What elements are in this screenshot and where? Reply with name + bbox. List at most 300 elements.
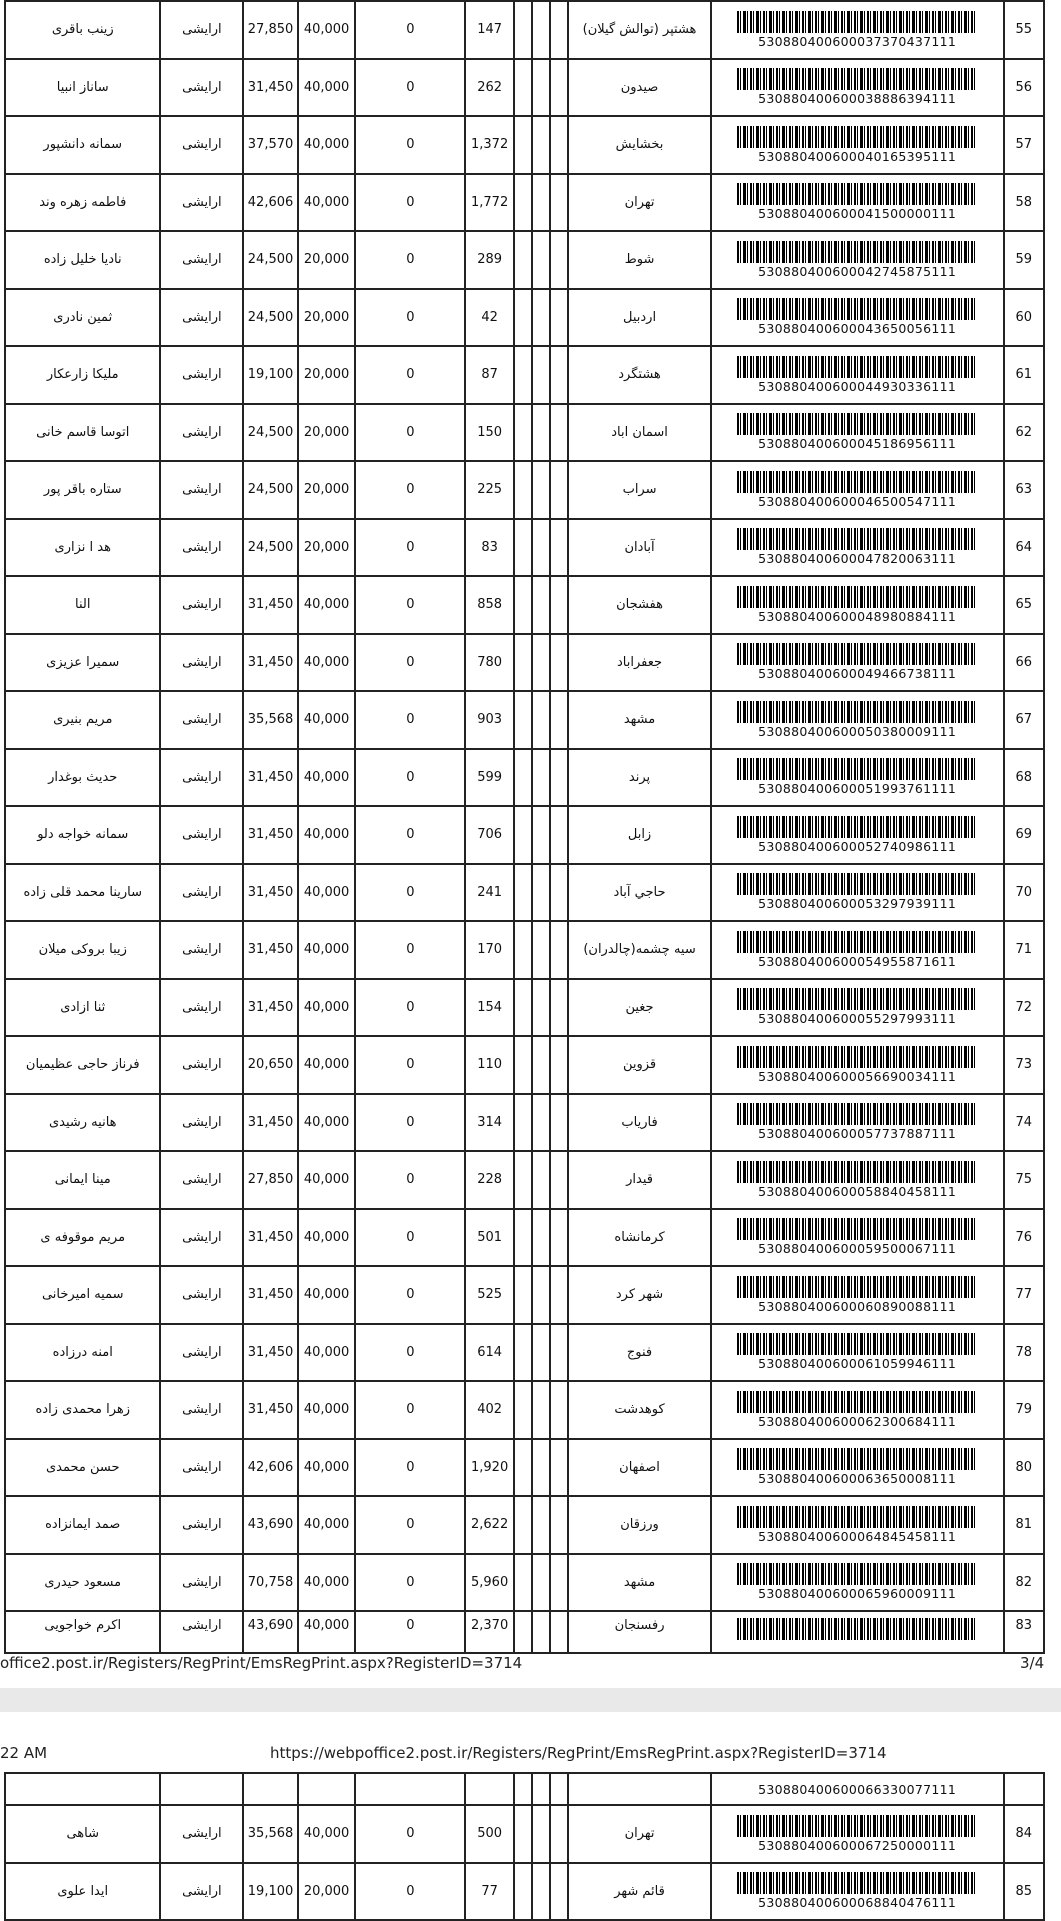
barcode-number: 530880400600061059946111 xyxy=(758,1356,957,1372)
row-number: 61 xyxy=(1004,346,1044,404)
empty-col-a xyxy=(514,634,532,692)
weight: 1,920 xyxy=(465,1439,513,1497)
recipient-name: اتوسا قاسم خانی xyxy=(5,404,160,462)
destination-city: کوهدشت xyxy=(568,1381,710,1439)
amount-cod: 0 xyxy=(355,1611,465,1653)
amount-insurance: 40,000 xyxy=(298,1324,356,1382)
destination-city: فاریاب xyxy=(568,1094,710,1152)
empty-col-a xyxy=(514,979,532,1037)
empty-col-c xyxy=(550,1266,568,1324)
barcode-number: 530880400600051993761111 xyxy=(758,781,957,797)
table-row xyxy=(5,1805,1044,1863)
amount-total: 20,650 xyxy=(243,1036,298,1094)
amount-cod: 0 xyxy=(355,404,465,462)
table-row xyxy=(5,979,1044,1037)
row-number: 74 xyxy=(1004,1094,1044,1152)
row-number: 81 xyxy=(1004,1496,1044,1554)
barcode-graphic xyxy=(737,298,977,320)
destination-city: مشهد xyxy=(568,691,710,749)
empty-col-b xyxy=(532,576,550,634)
empty-col-c xyxy=(550,749,568,807)
empty-col-a xyxy=(514,1805,532,1863)
amount-insurance: 20,000 xyxy=(298,346,356,404)
content-type: ارایشی xyxy=(160,1209,243,1267)
empty-col-a xyxy=(514,1381,532,1439)
amount-cod: 0 xyxy=(355,1209,465,1267)
barcode-cell xyxy=(711,1496,1004,1554)
empty-col-c xyxy=(550,1805,568,1863)
content-type: ارایشی xyxy=(160,864,243,922)
content-type: ارایشی xyxy=(160,1439,243,1497)
barcode-graphic xyxy=(737,241,977,263)
destination-city: زابل xyxy=(568,806,710,864)
amount-total: 37,570 xyxy=(243,116,298,174)
weight: 501 xyxy=(465,1209,513,1267)
empty-col-b xyxy=(532,231,550,289)
recipient-name: سمیرا عزیزی xyxy=(5,634,160,692)
row-number: 77 xyxy=(1004,1266,1044,1324)
amount-cod: 0 xyxy=(355,864,465,922)
table-row xyxy=(5,519,1044,577)
empty-col-c xyxy=(550,59,568,117)
destination-city: قائم شهر xyxy=(568,1863,710,1921)
barcode-cell xyxy=(711,461,1004,519)
row-number: 78 xyxy=(1004,1324,1044,1382)
barcode-cell xyxy=(711,634,1004,692)
destination-city: سیه چشمه(چالدران) xyxy=(568,921,710,979)
table-row xyxy=(5,1496,1044,1554)
amount-insurance: 40,000 xyxy=(298,1266,356,1324)
weight: 706 xyxy=(465,806,513,864)
barcode-number: 530880400600058840458111 xyxy=(758,1183,957,1199)
barcode-number: 530880400600050380009111 xyxy=(758,723,957,739)
barcode-cell xyxy=(711,979,1004,1037)
empty-col-b xyxy=(532,116,550,174)
barcode-graphic xyxy=(737,1333,977,1355)
destination-city: سراب xyxy=(568,461,710,519)
empty-col-a xyxy=(514,1209,532,1267)
empty-col-c xyxy=(550,1036,568,1094)
empty-col-a xyxy=(514,864,532,922)
weight: 262 xyxy=(465,59,513,117)
content-type: ارایشی xyxy=(160,1611,243,1653)
amount-insurance: 20,000 xyxy=(298,1863,356,1921)
content-type: ارایشی xyxy=(160,1805,243,1863)
barcode-cell xyxy=(711,576,1004,634)
content-type: ارایشی xyxy=(160,806,243,864)
barcode-number: 530880400600041500000111 xyxy=(758,206,957,222)
amount-total: 19,100 xyxy=(243,1863,298,1921)
weight: 228 xyxy=(465,1151,513,1209)
recipient-name: مسعود حیدری xyxy=(5,1554,160,1612)
amount-insurance: 40,000 xyxy=(298,174,356,232)
table-row xyxy=(5,346,1044,404)
amount-insurance: 40,000 xyxy=(298,1036,356,1094)
content-type: ارایشی xyxy=(160,1496,243,1554)
weight: 87 xyxy=(465,346,513,404)
barcode-graphic xyxy=(737,1391,977,1413)
table-row xyxy=(5,576,1044,634)
empty-col-a xyxy=(514,1151,532,1209)
barcode-number: 530880400600054955871611 xyxy=(758,953,957,969)
empty-col-c xyxy=(550,1209,568,1267)
amount-insurance: 40,000 xyxy=(298,921,356,979)
row-number: 57 xyxy=(1004,116,1044,174)
weight: 2,370 xyxy=(465,1611,513,1653)
barcode-graphic xyxy=(737,126,977,148)
empty-col-b xyxy=(532,1554,550,1612)
barcode-cell xyxy=(711,231,1004,289)
content-type: ارایشی xyxy=(160,519,243,577)
recipient-name: نادیا خلیل زاده xyxy=(5,231,160,289)
amount-total: 31,450 xyxy=(243,921,298,979)
empty-col-b xyxy=(532,1,550,59)
amount-total: 24,500 xyxy=(243,461,298,519)
amount-cod: 0 xyxy=(355,231,465,289)
amount-total: 31,450 xyxy=(243,864,298,922)
barcode-number: 530880400600052740986111 xyxy=(758,838,957,854)
recipient-name: مینا ایمانی xyxy=(5,1151,160,1209)
empty-col-b xyxy=(532,289,550,347)
weight: 2,622 xyxy=(465,1496,513,1554)
amount-cod: 0 xyxy=(355,921,465,979)
destination-city: اصفهان xyxy=(568,1439,710,1497)
recipient-name: هد ا نزاری xyxy=(5,519,160,577)
row-number: 68 xyxy=(1004,749,1044,807)
amount-cod: 0 xyxy=(355,59,465,117)
recipient-name: امنه درزاده xyxy=(5,1324,160,1382)
empty-col-c xyxy=(550,1094,568,1152)
empty-col-b xyxy=(532,1863,550,1921)
row-number: 67 xyxy=(1004,691,1044,749)
empty-col-c xyxy=(550,1863,568,1921)
destination-city: حاجي آباد xyxy=(568,864,710,922)
amount-cod: 0 xyxy=(355,576,465,634)
row-number: 76 xyxy=(1004,1209,1044,1267)
empty-col-b xyxy=(532,1611,550,1653)
recipient-name: سمیه امیرخانی xyxy=(5,1266,160,1324)
content-type: ارایشی xyxy=(160,346,243,404)
amount-cod: 0 xyxy=(355,749,465,807)
empty-col-a xyxy=(514,231,532,289)
empty-col-b xyxy=(532,1266,550,1324)
empty-col-b xyxy=(532,979,550,1037)
empty-col-b xyxy=(532,404,550,462)
empty-col-c xyxy=(550,1324,568,1382)
amount-insurance: 40,000 xyxy=(298,1094,356,1152)
row-number: 66 xyxy=(1004,634,1044,692)
barcode-graphic xyxy=(737,68,977,90)
empty-col-a xyxy=(514,921,532,979)
table-row xyxy=(5,806,1044,864)
page-4 xyxy=(0,1772,1045,1921)
amount-cod: 0 xyxy=(355,461,465,519)
empty-col-a xyxy=(514,289,532,347)
barcode-cell xyxy=(711,116,1004,174)
barcode-graphic xyxy=(737,413,977,435)
amount-cod: 0 xyxy=(355,174,465,232)
row-number: 82 xyxy=(1004,1554,1044,1612)
barcode-graphic xyxy=(737,1161,977,1183)
amount-insurance: 40,000 xyxy=(298,576,356,634)
barcode-number: 530880400600040165395111 xyxy=(758,148,957,164)
content-type: ارایشی xyxy=(160,749,243,807)
empty-col-a xyxy=(514,346,532,404)
amount-total: 31,450 xyxy=(243,1094,298,1152)
destination-city: شوط xyxy=(568,231,710,289)
amount-cod: 0 xyxy=(355,1496,465,1554)
amount-total: 35,568 xyxy=(243,1805,298,1863)
weight: 170 xyxy=(465,921,513,979)
empty-col-c xyxy=(550,979,568,1037)
barcode-number: 530880400600063650008111 xyxy=(758,1471,957,1487)
barcode-cell xyxy=(711,1,1004,59)
recipient-name: ایدا علوی xyxy=(5,1863,160,1921)
table-row xyxy=(5,231,1044,289)
table-row xyxy=(5,404,1044,462)
barcode-number: 530880400600062300684111 xyxy=(758,1413,957,1429)
amount-total: 31,450 xyxy=(243,749,298,807)
barcode-cell xyxy=(711,1554,1004,1612)
barcode-number: 530880400600042745875111 xyxy=(758,263,957,279)
table-row xyxy=(5,1266,1044,1324)
row-number: 58 xyxy=(1004,174,1044,232)
empty-col-a xyxy=(514,116,532,174)
page-gap xyxy=(0,1688,1061,1712)
barcode-number: 530880400600067250000111 xyxy=(758,1837,957,1853)
empty-col-a xyxy=(514,461,532,519)
empty-col-c xyxy=(550,864,568,922)
empty-col-b xyxy=(532,461,550,519)
empty-col-c xyxy=(550,116,568,174)
amount-total: 43,690 xyxy=(243,1611,298,1653)
barcode-cell xyxy=(711,921,1004,979)
weight: 500 xyxy=(465,1805,513,1863)
recipient-name: هانیه رشیدی xyxy=(5,1094,160,1152)
barcode-cell xyxy=(711,1036,1004,1094)
weight: 110 xyxy=(465,1036,513,1094)
empty-col-c xyxy=(550,404,568,462)
amount-total: 19,100 xyxy=(243,346,298,404)
table-row xyxy=(5,691,1044,749)
empty-col-b xyxy=(532,1496,550,1554)
row-number: 85 xyxy=(1004,1863,1044,1921)
recipient-name: صمد ایمانزاده xyxy=(5,1496,160,1554)
barcode-graphic xyxy=(737,1563,977,1585)
barcode-cell xyxy=(711,59,1004,117)
table-row xyxy=(5,116,1044,174)
amount-total: 43,690 xyxy=(243,1496,298,1554)
amount-cod: 0 xyxy=(355,289,465,347)
empty-col-c xyxy=(550,806,568,864)
barcode-cell xyxy=(711,1611,1004,1653)
weight: 289 xyxy=(465,231,513,289)
empty-col-b xyxy=(532,1324,550,1382)
content-type: ارایشی xyxy=(160,404,243,462)
amount-total: 42,606 xyxy=(243,174,298,232)
barcode-graphic xyxy=(737,1448,977,1470)
barcode-cell xyxy=(711,1151,1004,1209)
barcode-graphic xyxy=(737,528,977,550)
amount-insurance: 40,000 xyxy=(298,979,356,1037)
amount-total: 42,606 xyxy=(243,1439,298,1497)
weight: 780 xyxy=(465,634,513,692)
row-number: 65 xyxy=(1004,576,1044,634)
amount-total: 31,450 xyxy=(243,576,298,634)
destination-city: اردبیل xyxy=(568,289,710,347)
barcode-graphic xyxy=(737,183,977,205)
barcode-cell xyxy=(711,1266,1004,1324)
barcode-number: 530880400600048980884111 xyxy=(758,608,957,624)
barcode-graphic xyxy=(737,1506,977,1528)
recipient-name: سمانه خواجه دلو xyxy=(5,806,160,864)
barcode-graphic xyxy=(737,1815,977,1837)
amount-insurance: 20,000 xyxy=(298,404,356,462)
amount-total: 24,500 xyxy=(243,519,298,577)
weight: 154 xyxy=(465,979,513,1037)
barcode-cell xyxy=(711,519,1004,577)
destination-city: آبادان xyxy=(568,519,710,577)
destination-city: تهران xyxy=(568,174,710,232)
table-row xyxy=(5,1381,1044,1439)
destination-city: شهر کرد xyxy=(568,1266,710,1324)
row-number: 80 xyxy=(1004,1439,1044,1497)
empty-col-a xyxy=(514,174,532,232)
amount-total: 31,450 xyxy=(243,1381,298,1439)
row-number: 72 xyxy=(1004,979,1044,1037)
table-row xyxy=(5,174,1044,232)
registration-table xyxy=(4,0,1045,1654)
amount-insurance: 40,000 xyxy=(298,1805,356,1863)
barcode-number: 530880400600057737887111 xyxy=(758,1126,957,1142)
carry-over-row xyxy=(5,1773,1044,1805)
barcode-number: 530880400600068840476111 xyxy=(758,1895,957,1911)
barcode-cell xyxy=(711,1439,1004,1497)
amount-insurance: 40,000 xyxy=(298,116,356,174)
barcode-cell xyxy=(711,1863,1004,1921)
empty-col-a xyxy=(514,1,532,59)
barcode-cell xyxy=(711,404,1004,462)
amount-insurance: 40,000 xyxy=(298,806,356,864)
barcode-cell xyxy=(711,1209,1004,1267)
content-type: ارایشی xyxy=(160,691,243,749)
content-type: ارایشی xyxy=(160,634,243,692)
destination-city: هفشجان xyxy=(568,576,710,634)
recipient-name: ستاره باقر پور xyxy=(5,461,160,519)
barcode-number: 530880400600065960009111 xyxy=(758,1586,957,1602)
table-row xyxy=(5,1036,1044,1094)
amount-insurance: 40,000 xyxy=(298,749,356,807)
barcode-cell xyxy=(711,864,1004,922)
barcode-number: 530880400600038886394111 xyxy=(758,91,957,107)
content-type: ارایشی xyxy=(160,1554,243,1612)
empty-col-c xyxy=(550,231,568,289)
recipient-name: سمانه دانشپور xyxy=(5,116,160,174)
recipient-name: فرناز حاجی عظیمیان xyxy=(5,1036,160,1094)
barcode-graphic xyxy=(737,1103,977,1125)
barcode-graphic xyxy=(737,1618,977,1640)
table-row xyxy=(5,461,1044,519)
empty-col-c xyxy=(550,576,568,634)
amount-cod: 0 xyxy=(355,1805,465,1863)
empty-col-a xyxy=(514,576,532,634)
row-number: 84 xyxy=(1004,1805,1044,1863)
amount-total: 31,450 xyxy=(243,1209,298,1267)
empty-col-c xyxy=(550,691,568,749)
barcode-graphic xyxy=(737,11,977,33)
empty-col-c xyxy=(550,1554,568,1612)
barcode-graphic xyxy=(737,356,977,378)
table-row xyxy=(5,634,1044,692)
barcode-graphic xyxy=(737,1046,977,1068)
registration-table-continued xyxy=(4,1772,1045,1921)
table-row-partial xyxy=(5,1611,1044,1653)
amount-total: 27,850 xyxy=(243,1,298,59)
barcode-number: 530880400600045186956111 xyxy=(758,436,957,452)
empty-col-b xyxy=(532,174,550,232)
empty-col-a xyxy=(514,749,532,807)
content-type: ارایشی xyxy=(160,979,243,1037)
empty-col-c xyxy=(550,1151,568,1209)
amount-insurance: 40,000 xyxy=(298,1209,356,1267)
amount-cod: 0 xyxy=(355,1266,465,1324)
amount-cod: 0 xyxy=(355,634,465,692)
row-number: 56 xyxy=(1004,59,1044,117)
amount-total: 24,500 xyxy=(243,231,298,289)
amount-insurance: 40,000 xyxy=(298,59,356,117)
empty-col-c xyxy=(550,461,568,519)
empty-col-c xyxy=(550,1439,568,1497)
table-row xyxy=(5,921,1044,979)
barcode-graphic xyxy=(737,1276,977,1298)
amount-insurance: 20,000 xyxy=(298,519,356,577)
amount-cod: 0 xyxy=(355,691,465,749)
amount-total: 24,500 xyxy=(243,289,298,347)
empty-col-b xyxy=(532,346,550,404)
barcode-number: 530880400600060890088111 xyxy=(758,1298,957,1314)
weight: 83 xyxy=(465,519,513,577)
destination-city: هشتپر (توالش گیلان) xyxy=(568,1,710,59)
weight: 858 xyxy=(465,576,513,634)
amount-insurance: 40,000 xyxy=(298,1,356,59)
destination-city: فنوج xyxy=(568,1324,710,1382)
weight: 225 xyxy=(465,461,513,519)
empty-col-c xyxy=(550,921,568,979)
empty-col-a xyxy=(514,806,532,864)
empty-col-c xyxy=(550,1611,568,1653)
barcode-number: 530880400600064845458111 xyxy=(758,1528,957,1544)
table-row xyxy=(5,1863,1044,1921)
destination-city: قیدار xyxy=(568,1151,710,1209)
amount-cod: 0 xyxy=(355,1439,465,1497)
amount-cod: 0 xyxy=(355,1863,465,1921)
barcode-number: 530880400600055297993111 xyxy=(758,1011,957,1027)
content-type: ارایشی xyxy=(160,59,243,117)
empty-col-a xyxy=(514,1554,532,1612)
empty-col-c xyxy=(550,1496,568,1554)
empty-col-a xyxy=(514,1496,532,1554)
barcode-cell xyxy=(711,289,1004,347)
destination-city: بخشایش xyxy=(568,116,710,174)
empty-col-b xyxy=(532,1439,550,1497)
amount-insurance: 20,000 xyxy=(298,231,356,289)
amount-total: 24,500 xyxy=(243,404,298,462)
barcode-cell xyxy=(711,1381,1004,1439)
empty-col-a xyxy=(514,1863,532,1921)
destination-city: مشهد xyxy=(568,1554,710,1612)
empty-col-b xyxy=(532,864,550,922)
barcode-cell xyxy=(711,346,1004,404)
